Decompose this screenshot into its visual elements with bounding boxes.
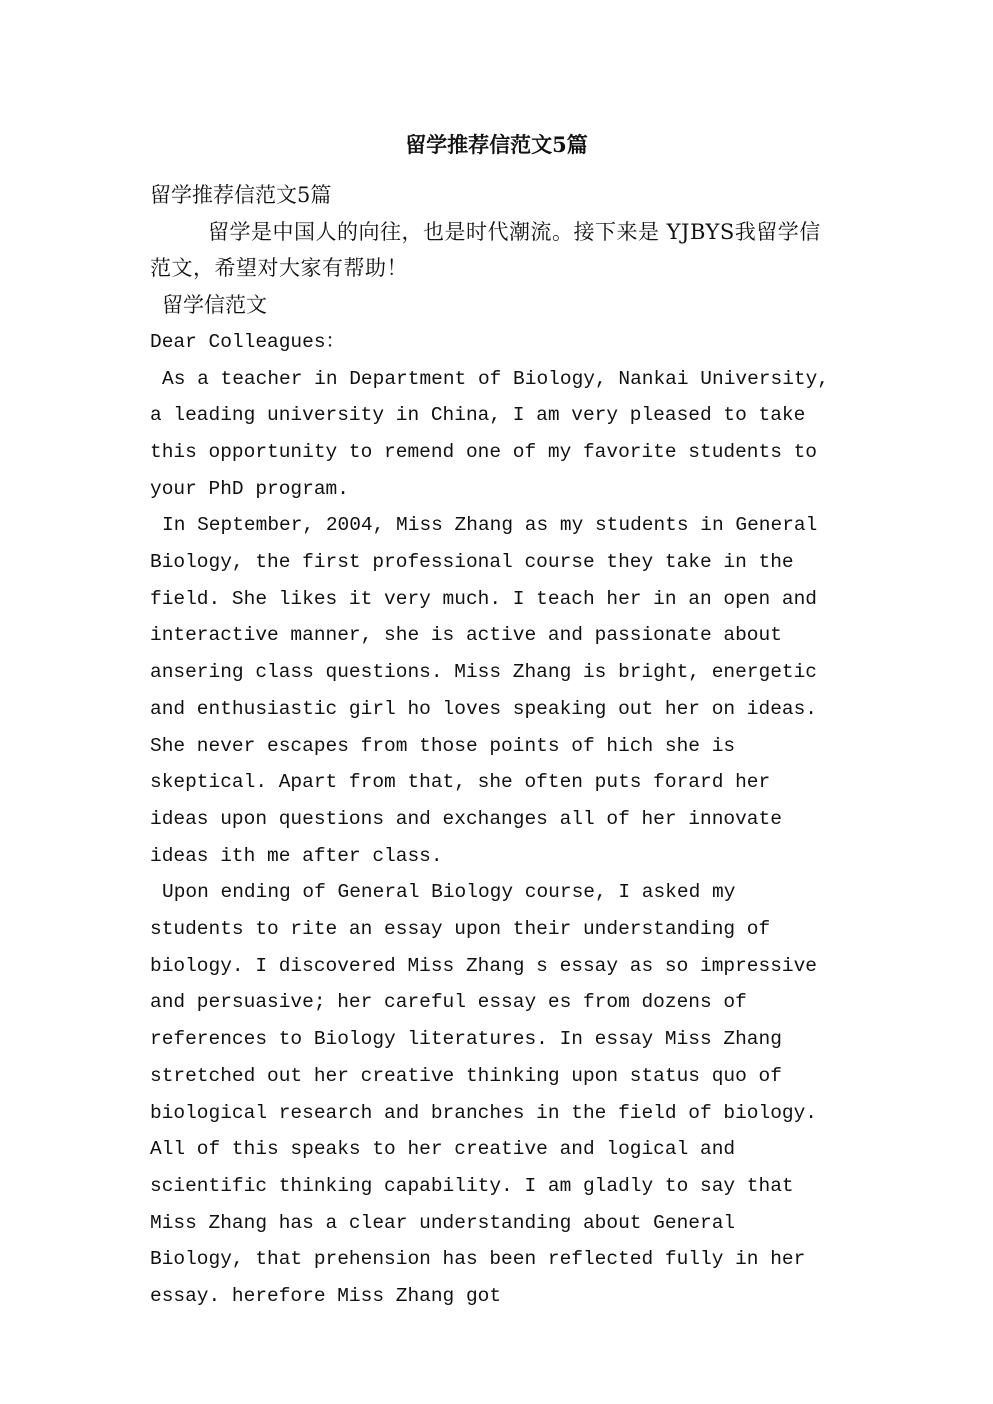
- body-paragraph-2: In September, 2004, Miss Zhang as my students in General Biology, the first professional course they take in the field. She likes it very much. I teach her in an open and interactive manner, she is active and passionate about ansering class questions. Miss Zhang is bright, energetic and enthusiastic girl ho loves speaking out her on ideas. She never escapes from those points of hich she is skeptical. Apart from that, she often puts forard her ideas upon questions and exchanges all of her innovate ideas ith me after class.: [150, 514, 830, 867]
- body-paragraph-3: Upon ending of General Biology course, I asked my students to rite an essay upon their understanding of biology. I discovered Miss Zhang s essay as so impressive and persuasive; her careful essay es from dozens of references to Biology literatures. In essay Miss Zhang stretched out her creative thinking upon status quo of biological research and branches in the field of biology. All of this speaks to her creative and logical and scientific thinking capability. I am gladly to say that Miss Zhang has a clear understanding about General Biology, that prehension has been reflected fully in her essay. herefore Miss Zhang got: [150, 881, 829, 1308]
- salutation: Dear Colleagues：: [150, 330, 346, 353]
- document-title: 留学推荐信范文5篇: [405, 132, 588, 157]
- document-subtitle: 留学推荐信范文5篇: [150, 183, 332, 207]
- section-heading: 留学信范文: [162, 293, 267, 318]
- intro-paragraph: 留学是中国人的向往，也是时代潮流。接下来是 YJBYS我留学信范文，希望对大家有帮助！: [150, 219, 821, 281]
- document-body: [150, 177, 840, 1315]
- body-paragraph-1: As a teacher in Department of Biology, Nankai University, a leading university in China, I am very pleased to take this opportunity to remend one of my favorite students to your PhD program.: [150, 367, 841, 500]
